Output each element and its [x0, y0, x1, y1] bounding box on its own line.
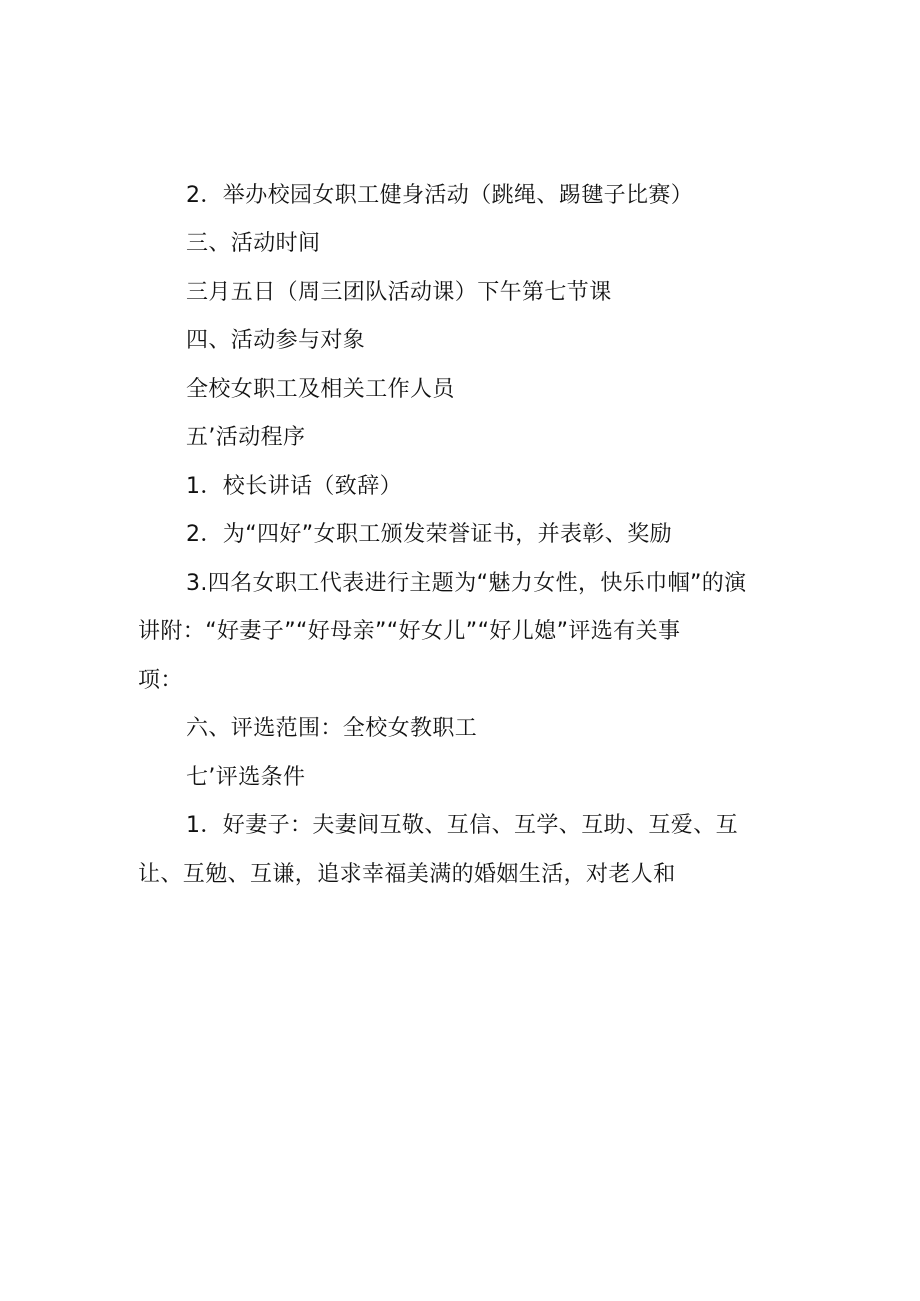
text-line: 全校女职工及相关工作人员: [186, 377, 455, 402]
text-line: 讲附：“好妻子”“好母亲”“好女儿”“好儿媳”评选有关事: [138, 619, 681, 644]
text-line: 让、互勉、互谦，追求幸福美满的婚姻生活，对老人和: [138, 862, 676, 887]
text-line: 2．为“四好”女职工颁发荣誉证书，并表彰、奖励: [186, 522, 672, 547]
section-heading: 三、活动时间: [186, 231, 321, 256]
section-heading: 四、活动参与对象: [186, 328, 366, 353]
section-heading: 七’评选条件: [186, 765, 306, 790]
section-heading: 六、评选范围：全校女教职工: [186, 716, 478, 741]
text-line: 3.四名女职工代表进行主题为“魅力女性，快乐巾帼”的演: [186, 571, 747, 596]
text-line: 三月五日（周三团队活动课）下午第七节课: [186, 280, 612, 305]
text-line: 1．好妻子：夫妻间互敬、互信、互学、互助、互爱、互: [186, 813, 738, 838]
text-line: 1．校长讲话（致辞）: [186, 474, 402, 499]
text-line: 2．举办校园女职工健身活动（跳绳、踢毽子比赛）: [186, 183, 694, 208]
section-heading: 五’活动程序: [186, 425, 306, 450]
text-line: 项：: [138, 668, 183, 693]
